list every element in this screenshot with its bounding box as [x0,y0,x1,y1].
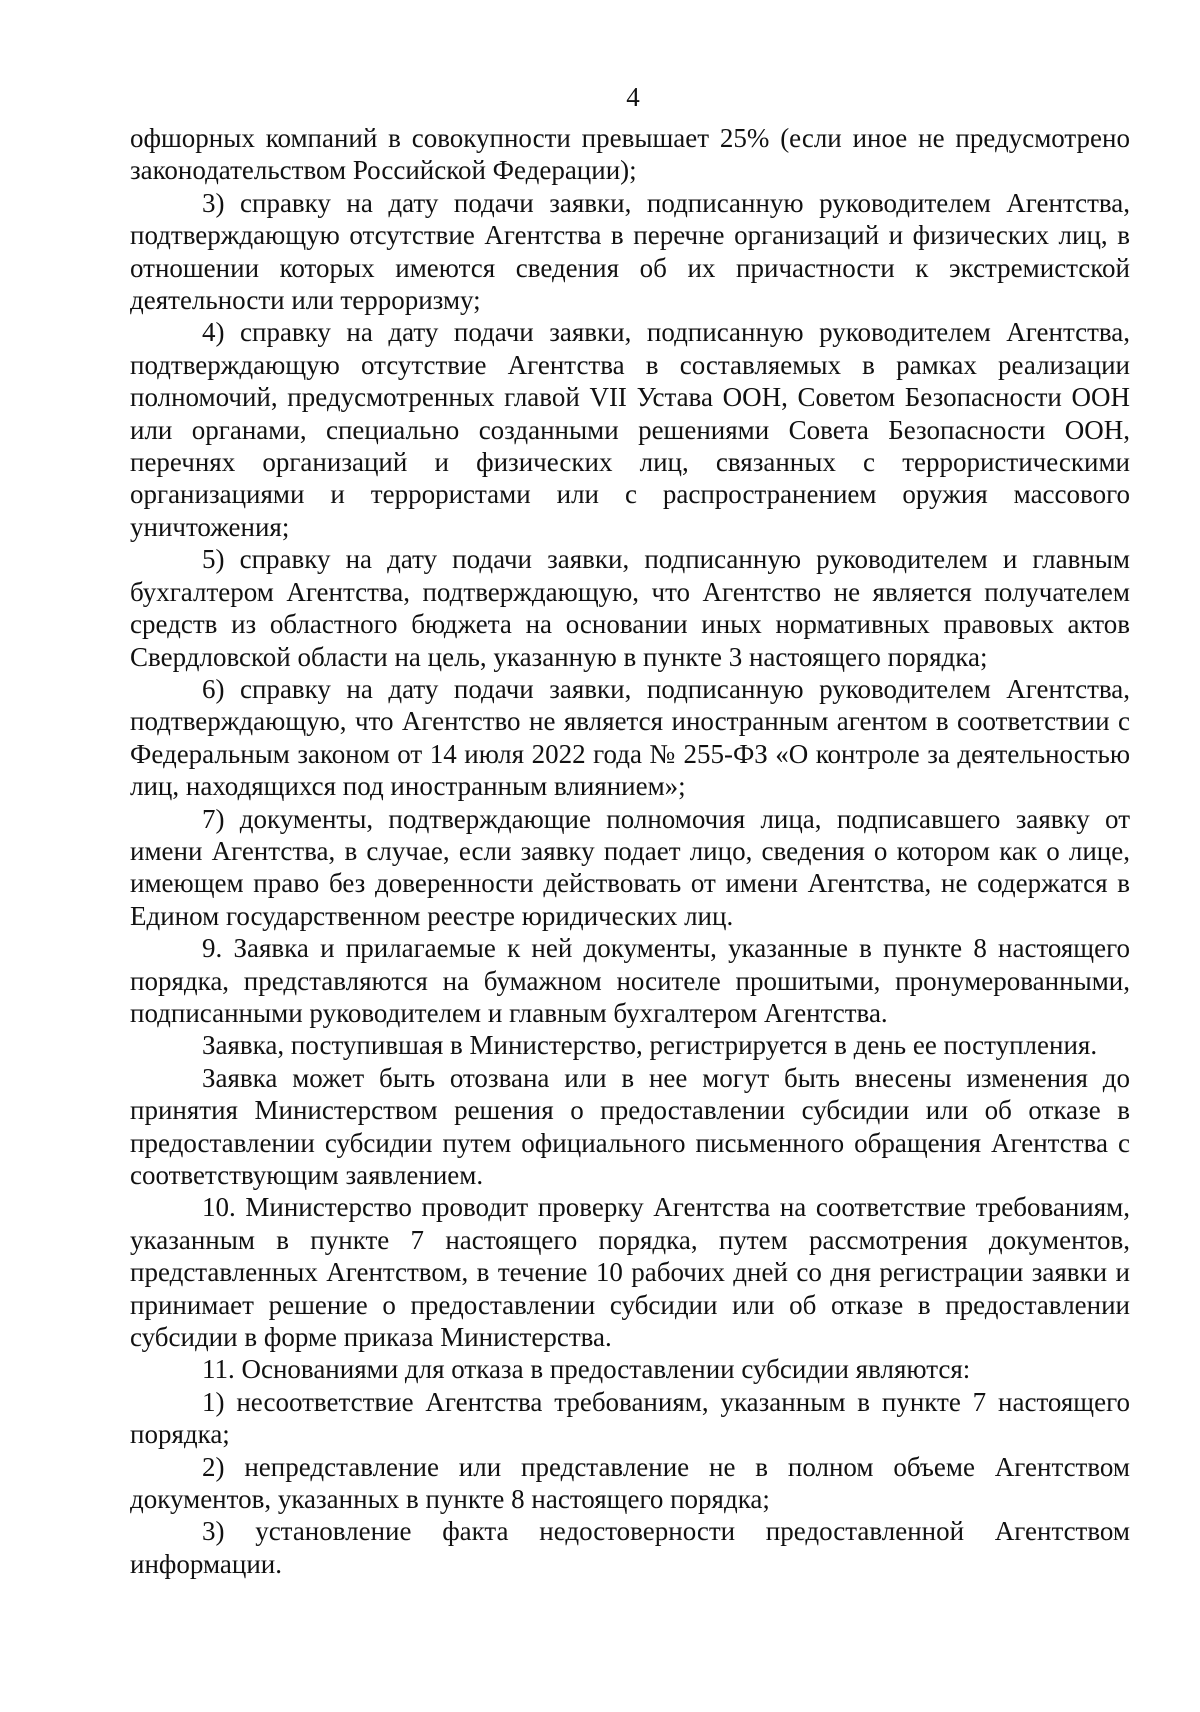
page-number: 4 [626,82,640,112]
paragraph-refusal-1: 1) несоответствие Агентства требованиям, указанным в пункте 7 настоящего порядка; [130,1386,1130,1450]
paragraph-registration: Заявка, поступившая в Министерство, регистрируется в день ее поступления. [202,1030,1098,1061]
paragraph-refusal-3: 3) установление факта недостоверности предоставленной Агентством информации. [130,1516,1130,1579]
paragraph-item-7: 7) документы, подтверждающие полномочия лица, подписавшего заявку от имени Агентства, в случае, если заявку подает лицо, сведения о котором как о лице, имеющем право без доверенности действовать от имени Агентства, не содержатся в Едином государственном реестре юридических лиц. [130,803,1130,931]
paragraph-clause-11: 11. Основаниями для отказа в предоставлении субсидии являются: [202,1354,971,1385]
paragraph-clause-9: 9. Заявка и прилагаемые к ней документы, указанные в пункте 8 настоящего порядка, представляются на бумажном носителе прошитыми, пронумерованными, подписанными руководителем и главным бухгалтером Агентства. [130,933,1130,1028]
paragraph-item-5: 5) справку на дату подачи заявки, подписанную руководителем и главным бухгалтером Агентства, подтверждающую, что Агентство не является получателем средств из областного бюджета на основании иных нормативных правовых актов Свердловской области на цель, указанную в пункте 3 настоящего порядка; [130,544,1130,672]
paragraph-item-4: 4) справку на дату подачи заявки, подписанную руководителем Агентства, подтверждающую отсутствие Агентства в составляемых в рамках реализации полномочий, предусмотренных главой VII Устава ООН, Советом Безопасности ООН или органами, специально созданными решениями Совета Безопасности ООН, перечнях организаций и физических лиц, связанных с террористическими организациями и террористами или с распространением оружия массового уничтожения; [130,317,1130,542]
paragraph-refusal-2: 2) непредставление или представление не в полном объеме Агентством документов, указанных в пункте 8 настоящего порядка; [130,1451,1130,1515]
paragraph-item-6: 6) справку на дату подачи заявки, подписанную руководителем Агентства, подтверждающую, что Агентство не является иностранным агентом в соответствии с Федеральным законом от 14 июля 2022 года № 255-ФЗ «О контроле за деятельностью лиц, находящихся под иностранным влиянием»; [130,673,1130,802]
document-body [130,122,1130,1580]
paragraph-withdrawal: Заявка может быть отозвана или в нее могут быть внесены изменения до принятия Министерством решения о предоставлении субсидии или об отказе в предоставлении субсидии путем официального письменного обращения Агентства с соответствующим заявлением. [130,1062,1130,1190]
paragraph-clause-10: 10. Министерство проводит проверку Агентства на соответствие требованиям, указанным в пункте 7 настоящего порядка, путем рассмотрения документов, представленных Агентством, в течение 10 рабочих дней со дня регистрации заявки и принимает решение о предоставлении субсидии или об отказе в предоставлении субсидии в форме приказа Министерства. [130,1192,1130,1353]
paragraph-item-3: 3) справку на дату подачи заявки, подписанную руководителем Агентства, подтверждающую отсутствие Агентства в перечне организаций и физических лиц, в отношении которых имеются сведения об их причастности к экстремистской деятельности или терроризму; [130,187,1130,316]
paragraph-continuation: офшорных компаний в совокупности превышает 25% (если иное не предусмотрено законодательством Российской Федерации); [130,123,1130,186]
